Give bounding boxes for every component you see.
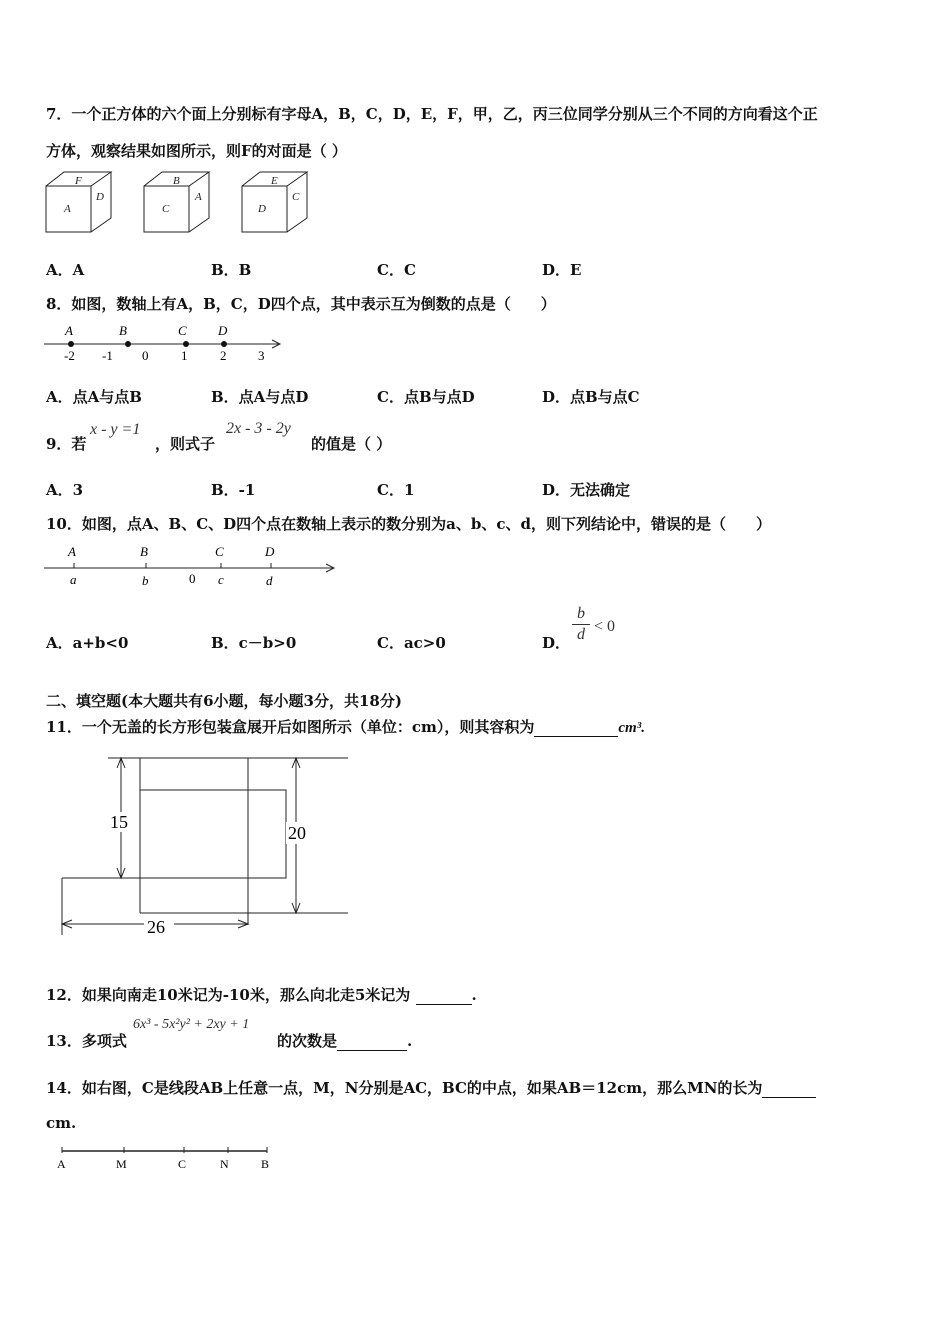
q10-fraction-relation: < 0 (594, 618, 616, 635)
q14-stem-line1: 14．如右图，C是线段AB上任意一点，M，N分别是AC，BC的中点，如果AB＝12cm，那么MN的长为 (46, 1077, 816, 1098)
q10-option-d[interactable]: D． (542, 634, 571, 652)
q8-point-b (125, 341, 131, 347)
q10-value-a: a (70, 572, 77, 587)
q10-label-d: D (265, 544, 275, 559)
q9-middle: ，则式子 (155, 435, 216, 453)
q9-option-a[interactable]: A．3 (46, 481, 84, 499)
q9-condition: x - y =1 (90, 421, 141, 438)
q11-box-net-figure (58, 750, 358, 940)
cube-2-front-label: C (162, 203, 170, 215)
q8-label-c: C (178, 323, 187, 338)
q14-label-b: B (261, 1157, 270, 1171)
q10-label-c: C (215, 544, 224, 559)
q9-option-c[interactable]: C．1 (377, 481, 415, 499)
q14-stem-line2: cm. (46, 1114, 77, 1132)
q10-fraction (572, 604, 590, 645)
cube-3-side-label: C (292, 191, 300, 203)
q13-answer-blank[interactable] (337, 1032, 407, 1051)
q14-label-m: M (116, 1157, 127, 1171)
q8-tick-label: -1 (102, 348, 113, 363)
q9-option-d[interactable]: D．无法确定 (542, 481, 631, 499)
q10-label-b: B (140, 544, 148, 559)
q9-prefix: 9．若 (46, 435, 87, 453)
cube-1-front-label: A (64, 203, 71, 215)
cube-1-side-label: D (96, 191, 104, 203)
cube-2-top-label: B (173, 175, 180, 187)
cube-1-top-label: F (75, 175, 82, 187)
q10-fraction-denominator: d (577, 626, 585, 643)
q8-point-c (183, 341, 189, 347)
q8-number-line (40, 320, 290, 365)
q10-option-b[interactable]: B．c－b>0 (211, 634, 297, 652)
q10-option-a[interactable]: A．a+b<0 (46, 634, 129, 652)
cube-2 (144, 172, 209, 232)
q10-stem: 10．如图，点A、B、C、D四个点在数轴上表示的数分别为a、b、c、d，则下列结论中，错误的是（ ） (46, 515, 771, 533)
section2-heading: 二、填空题(本大题共有6小题，每小题3分，共18分) (46, 692, 402, 710)
q10-value-b: b (142, 573, 149, 588)
cube-1 (46, 172, 111, 232)
q7-stem-line2: 方体，观察结果如图所示，则F的对面是（ ） (46, 142, 347, 160)
q11-dim-20: 20 (288, 823, 306, 843)
q13-suffix: 的次数是 . (277, 1032, 413, 1050)
q11-answer-blank[interactable] (534, 718, 618, 737)
q7-option-a[interactable]: A．A (46, 261, 85, 279)
q10-value-c: c (218, 572, 224, 587)
q8-label-d: D (218, 323, 228, 338)
q8-tick-label: -2 (64, 348, 75, 363)
cube-3 (242, 172, 307, 232)
q9-suffix: 的值是（ ） (311, 435, 392, 453)
q10-option-c[interactable]: C．ac>0 (377, 634, 446, 652)
q7-cubes-figure (44, 168, 319, 238)
q8-point-d (221, 341, 227, 347)
q9-expression: 2x - 3 - 2y (226, 420, 291, 437)
q11-stem: 11．一个无盖的长方形包装盒展开后如图所示（单位：cm），则其容积为 cm³. (46, 718, 645, 736)
q8-point-a (68, 341, 74, 347)
q8-stem: 8．如图，数轴上有A，B，C，D四个点，其中表示互为倒数的点是（ ） (46, 295, 556, 313)
q10-value-d: d (266, 573, 273, 588)
q12-answer-blank[interactable] (416, 986, 472, 1005)
q10-number-line (40, 538, 340, 590)
q11-dim-26: 26 (147, 917, 165, 937)
q11-dim-15: 15 (110, 812, 128, 832)
q8-tick-label: 0 (142, 348, 149, 363)
q8-tick-label: 3 (258, 348, 265, 363)
q8-label-b: B (119, 323, 127, 338)
q14-answer-blank[interactable] (762, 1079, 816, 1098)
q10-value-zero: 0 (189, 571, 196, 586)
q12-stem: 12．如果向南走10米记为-10米，那么向北走5米记为 . (46, 986, 477, 1004)
q8-label-a: A (65, 323, 73, 338)
q10-fraction-numerator: b (577, 605, 585, 622)
q10-label-a: A (68, 544, 76, 559)
q8-tick-label: 1 (181, 348, 188, 363)
q8-option-a[interactable]: A．点A与点B (46, 388, 142, 406)
q7-option-d[interactable]: D．E (542, 261, 582, 279)
q7-option-b[interactable]: B．B (211, 261, 252, 279)
q14-label-n: N (220, 1157, 229, 1171)
q8-option-c[interactable]: C．点B与点D (377, 388, 475, 406)
cube-3-top-label: E (271, 175, 278, 187)
q14-label-a: A (57, 1157, 66, 1171)
q8-option-b[interactable]: B．点A与点D (211, 388, 309, 406)
q8-tick-label: 2 (220, 348, 227, 363)
cube-2-side-label: A (195, 191, 202, 203)
q7-stem-line1: 7．一个正方体的六个面上分别标有字母A，B，C，D，E，F，甲，乙，丙三位同学分别从三个不同的方向看这个正 (46, 105, 818, 123)
q13-polynomial: 6x³ - 5x²y² + 2xy + 1 (133, 1017, 250, 1032)
q14-segment-figure (52, 1141, 282, 1175)
q8-option-d[interactable]: D．点B与点C (542, 388, 640, 406)
q7-option-c[interactable]: C．C (377, 261, 416, 279)
q13-prefix: 13．多项式 (46, 1032, 127, 1050)
q14-label-c: C (178, 1157, 187, 1171)
cube-3-front-label: D (258, 203, 266, 215)
q9-option-b[interactable]: B．-1 (211, 481, 256, 499)
